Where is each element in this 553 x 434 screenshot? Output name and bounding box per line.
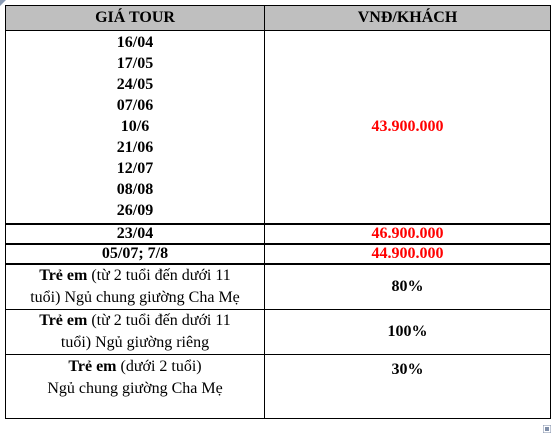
child-policy-line	[6, 265, 264, 287]
header-tour-price: GIÁ TOUR	[6, 6, 265, 31]
price-cell: 44.900.000	[265, 244, 551, 264]
table-row	[6, 244, 551, 264]
child-age-range: (dưới 2 tuổi)	[116, 358, 202, 375]
child-percent-cell: 100%	[265, 310, 551, 355]
date-item: 24/05	[116, 76, 154, 93]
price-cell: 46.900.000	[265, 224, 551, 244]
table-row	[6, 264, 551, 310]
date-item: 17/05	[116, 55, 154, 72]
resize-handle-icon[interactable]	[543, 425, 551, 433]
child-age-range: (từ 2 tuổi đến dưới 11	[87, 267, 231, 284]
header-vnd-per-guest: VNĐ/KHÁCH	[265, 6, 551, 31]
child-label: Trẻ em	[39, 312, 88, 329]
table-row	[6, 310, 551, 355]
tour-price-table	[5, 5, 551, 419]
table-row	[6, 355, 551, 419]
child-percent-cell: 30%	[265, 355, 551, 419]
date-item: 16/04	[116, 34, 154, 51]
child-policy-cell	[6, 264, 265, 310]
date-item: 10/6	[120, 118, 150, 135]
child-policy-detail: Ngủ chung giường Cha Mẹ	[47, 380, 223, 397]
child-age-range: (từ 2 tuổi đến dưới 11	[87, 312, 231, 329]
child-label: Trẻ em	[68, 358, 117, 375]
child-label: Trẻ em	[39, 267, 88, 284]
header-row	[6, 6, 551, 31]
departure-dates-cell	[6, 31, 265, 225]
departure-date-cell: 23/04	[6, 224, 265, 244]
departure-date-cell: 05/07; 7/8	[6, 244, 265, 264]
table-row	[6, 31, 551, 225]
date-item: 26/09	[116, 202, 154, 219]
date-item: 21/06	[116, 139, 154, 156]
price-table-container	[5, 5, 551, 419]
date-item: 08/08	[116, 181, 154, 198]
child-percent-cell: 80%	[265, 264, 551, 310]
child-policy-cell	[6, 355, 265, 419]
date-item: 07/06	[116, 97, 154, 114]
child-policy-cell	[6, 310, 265, 355]
child-policy-line	[6, 310, 264, 332]
child-policy-line	[6, 356, 264, 378]
group-price-cell: 43.900.000	[265, 31, 551, 225]
child-policy-detail: tuổi) Ngủ giường riêng	[60, 334, 210, 351]
date-item: 12/07	[116, 160, 154, 177]
child-policy-detail: tuổi) Ngủ chung giường Cha Mẹ	[30, 289, 240, 306]
table-row	[6, 224, 551, 244]
